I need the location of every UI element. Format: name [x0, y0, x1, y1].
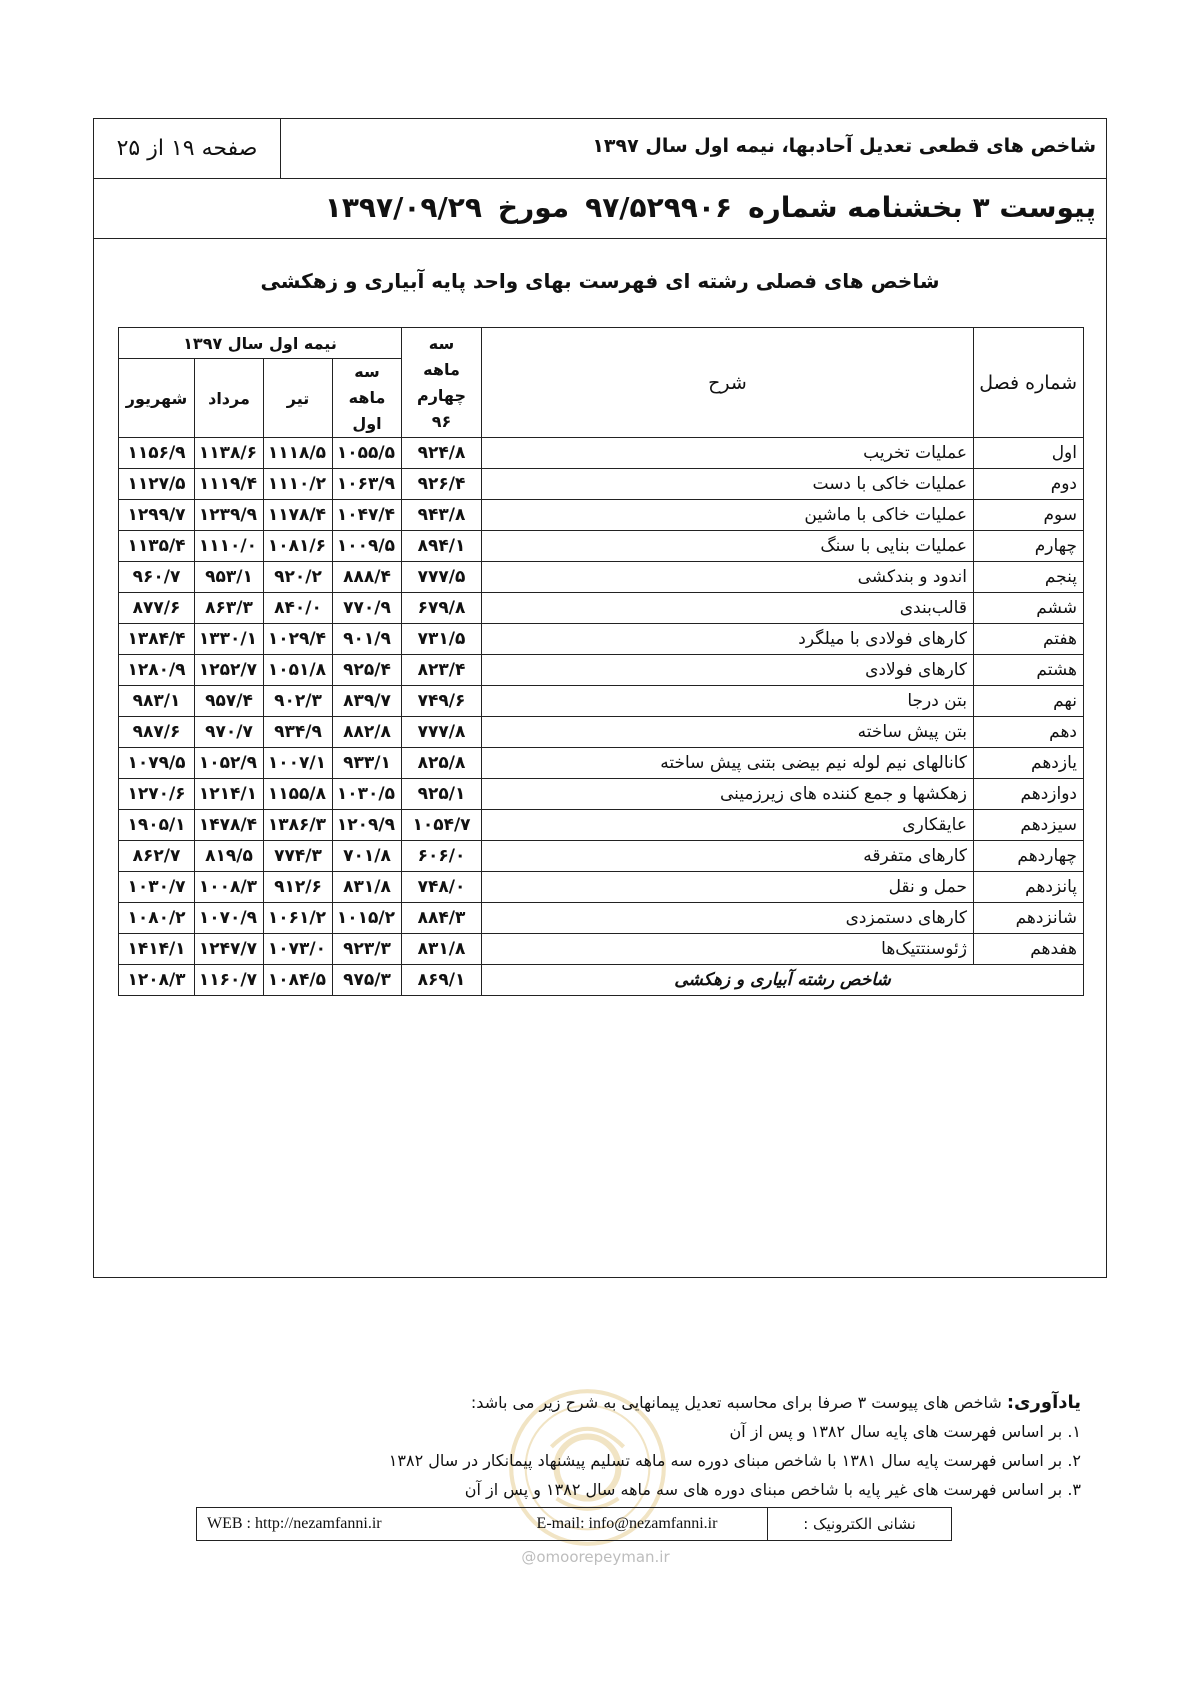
- circular-number: ۹۷/۵۲۹۹۰۶: [585, 191, 733, 224]
- cell-chapter: هفتم: [974, 624, 1084, 655]
- cell-description: عایقکاری: [482, 810, 974, 841]
- cell-base: ۶۷۹/۸: [402, 593, 482, 624]
- cell-chapter: اول: [974, 438, 1084, 469]
- cell-shahrivar: ۱۰۳۰/۷: [119, 872, 195, 903]
- table-row: [119, 903, 1084, 934]
- cell-description: عملیات خاکی با ماشین: [482, 500, 974, 531]
- table-row: [119, 531, 1084, 562]
- header-tir: تیر: [264, 359, 333, 438]
- circular-label: پیوست ۳ بخشنامه شماره: [748, 191, 1096, 224]
- table-row: [119, 717, 1084, 748]
- cell-mordad: ۱۰۰۸/۳: [195, 872, 264, 903]
- cell-description: کارهای دستمزدی: [482, 903, 974, 934]
- header-q1-text: سه ماهه اول: [348, 362, 386, 433]
- notes-lead-text: شاخص های پیوست ۳ صرفا برای محاسبه تعدیل پیمانهایی به شرح زیر می باشد:: [470, 1393, 1007, 1412]
- cell-q1: ۱۰۳۰/۵: [333, 779, 402, 810]
- index-table: [118, 327, 1084, 996]
- cell-q1: ۱۰۶۳/۹: [333, 469, 402, 500]
- cell-tir: ۹۰۲/۳: [264, 686, 333, 717]
- total-q1: ۹۷۵/۳: [333, 965, 402, 996]
- cell-mordad: ۱۲۱۴/۱: [195, 779, 264, 810]
- cell-chapter: چهارم: [974, 531, 1084, 562]
- cell-shahrivar: ۱۰۷۹/۵: [119, 748, 195, 779]
- total-shahrivar: ۱۲۰۸/۳: [119, 965, 195, 996]
- header-mordad: مرداد: [195, 359, 264, 438]
- header-shahrivar: شهریور: [119, 359, 195, 438]
- cell-tir: ۱۱۱۸/۵: [264, 438, 333, 469]
- table-row: [119, 841, 1084, 872]
- cell-base: ۸۹۴/۱: [402, 531, 482, 562]
- cell-mordad: ۱۳۳۰/۱: [195, 624, 264, 655]
- header-chapter: شماره فصل: [974, 328, 1084, 438]
- cell-description: کانالهای نیم لوله نیم بیضی بتنی پیش ساخته: [482, 748, 974, 779]
- cell-chapter: پنجم: [974, 562, 1084, 593]
- cell-description: عملیات خاکی با دست: [482, 469, 974, 500]
- cell-base: ۸۸۴/۳: [402, 903, 482, 934]
- cell-description: کارهای فولادی: [482, 655, 974, 686]
- cell-q1: ۹۲۳/۳: [333, 934, 402, 965]
- cell-mordad: ۱۰۷۰/۹: [195, 903, 264, 934]
- cell-tir: ۱۰۰۷/۱: [264, 748, 333, 779]
- cell-chapter: پانزدهم: [974, 872, 1084, 903]
- total-mordad: ۱۱۶۰/۷: [195, 965, 264, 996]
- cell-shahrivar: ۱۰۸۰/۲: [119, 903, 195, 934]
- notes-lead-bold: یادآوری:: [1006, 1392, 1081, 1413]
- table-row: [119, 438, 1084, 469]
- page-number: صفحه ۱۹ از ۲۵: [94, 119, 281, 178]
- cell-shahrivar: ۱۴۱۴/۱: [119, 934, 195, 965]
- cell-q1: ۸۳۱/۸: [333, 872, 402, 903]
- header-q1: [333, 359, 402, 438]
- cell-shahrivar: ۹۸۳/۱: [119, 686, 195, 717]
- circular-dated-label: مورخ: [497, 191, 570, 224]
- cell-chapter: دوازدهم: [974, 779, 1084, 810]
- cell-chapter: دهم: [974, 717, 1084, 748]
- cell-base: ۷۳۱/۵: [402, 624, 482, 655]
- cell-base: ۹۲۴/۸: [402, 438, 482, 469]
- cell-shahrivar: ۱۳۸۴/۴: [119, 624, 195, 655]
- email-link[interactable]: E-mail: info@nezamfanni.ir: [487, 1508, 768, 1540]
- cell-mordad: ۱۰۵۲/۹: [195, 748, 264, 779]
- cell-base: ۷۷۷/۵: [402, 562, 482, 593]
- cell-mordad: ۱۲۳۹/۹: [195, 500, 264, 531]
- cell-description: عملیات بنایی با سنگ: [482, 531, 974, 562]
- table-row: [119, 872, 1084, 903]
- cell-shahrivar: ۸۷۷/۶: [119, 593, 195, 624]
- table-title: شاخص های فصلی رشته ای فهرست بهای واحد پایه آبیاری و زهکشی: [260, 269, 940, 293]
- cell-shahrivar: ۹۸۷/۶: [119, 717, 195, 748]
- cell-chapter: نهم: [974, 686, 1084, 717]
- cell-mordad: ۸۱۹/۵: [195, 841, 264, 872]
- cell-shahrivar: ۱۱۵۶/۹: [119, 438, 195, 469]
- cell-base: ۸۳۱/۸: [402, 934, 482, 965]
- cell-mordad: ۹۵۳/۱: [195, 562, 264, 593]
- table-row: [119, 469, 1084, 500]
- cell-description: عملیات تخریب: [482, 438, 974, 469]
- table-row: [119, 624, 1084, 655]
- cell-description: بتن پیش ساخته: [482, 717, 974, 748]
- cell-base: ۸۲۵/۸: [402, 748, 482, 779]
- cell-description: کارهای متفرقه: [482, 841, 974, 872]
- cell-tir: ۱۰۷۳/۰: [264, 934, 333, 965]
- cell-mordad: ۱۲۵۲/۷: [195, 655, 264, 686]
- header-row: [94, 119, 1106, 179]
- table-row: [119, 779, 1084, 810]
- cell-description: قالب‌بندی: [482, 593, 974, 624]
- cell-chapter: چهاردهم: [974, 841, 1084, 872]
- note-item-2: ۲. بر اساس فهرست پایه سال ۱۳۸۱ با شاخص مبنای دوره سه ماهه تسلیم پیشنهاد پیمانکار در سال ۱۳۸۲: [388, 1451, 1081, 1470]
- cell-tir: ۱۱۷۸/۴: [264, 500, 333, 531]
- cell-mordad: ۹۷۰/۷: [195, 717, 264, 748]
- table-row: [119, 748, 1084, 779]
- cell-mordad: ۱۲۴۷/۷: [195, 934, 264, 965]
- cell-base: ۷۴۹/۶: [402, 686, 482, 717]
- cell-q1: ۱۰۴۷/۴: [333, 500, 402, 531]
- notes-lead: [389, 1388, 1081, 1417]
- circular-date: ۱۳۹۷/۰۹/۲۹: [324, 191, 482, 224]
- cell-mordad: ۱۴۷۸/۴: [195, 810, 264, 841]
- contact-box: [196, 1507, 952, 1541]
- cell-q1: ۹۳۳/۱: [333, 748, 402, 779]
- cell-chapter: سیزدهم: [974, 810, 1084, 841]
- total-tir: ۱۰۸۴/۵: [264, 965, 333, 996]
- cell-q1: ۹۰۱/۹: [333, 624, 402, 655]
- contact-label: نشانی الکترونیک :: [803, 1515, 916, 1533]
- cell-description: زهکشها و جمع کننده های زیرزمینی: [482, 779, 974, 810]
- header-title: شاخص های قطعی تعدیل آحادبها، نیمه اول سال ۱۳۹۷: [592, 135, 1096, 157]
- table-row: [119, 655, 1084, 686]
- cell-base: ۹۴۳/۸: [402, 500, 482, 531]
- website-link[interactable]: WEB : http://nezamfanni.ir: [207, 1515, 382, 1532]
- circular-row: [94, 179, 1106, 239]
- cell-q1: ۸۳۹/۷: [333, 686, 402, 717]
- cell-shahrivar: ۱۲۸۰/۹: [119, 655, 195, 686]
- cell-q1: ۱۰۱۵/۲: [333, 903, 402, 934]
- cell-chapter: هفدهم: [974, 934, 1084, 965]
- header-base: [402, 328, 482, 438]
- cell-shahrivar: ۱۹۰۵/۱: [119, 810, 195, 841]
- total-row: [119, 965, 1084, 996]
- cell-shahrivar: ۱۱۳۵/۴: [119, 531, 195, 562]
- cell-mordad: ۱۱۳۸/۶: [195, 438, 264, 469]
- cell-tir: ۱۰۶۱/۲: [264, 903, 333, 934]
- cell-base: ۸۲۳/۴: [402, 655, 482, 686]
- cell-q1: ۷۷۰/۹: [333, 593, 402, 624]
- cell-description: بتن درجا: [482, 686, 974, 717]
- cell-mordad: ۸۶۳/۳: [195, 593, 264, 624]
- header-description: شرح: [482, 328, 974, 438]
- cell-tir: ۱۰۲۹/۴: [264, 624, 333, 655]
- cell-tir: ۱۱۱۰/۲: [264, 469, 333, 500]
- cell-base: ۹۲۶/۴: [402, 469, 482, 500]
- table-row: [119, 500, 1084, 531]
- cell-description: حمل و نقل: [482, 872, 974, 903]
- cell-mordad: ۹۵۷/۴: [195, 686, 264, 717]
- total-label: شاخص رشته آبیاری و زهکشی: [482, 965, 1084, 996]
- cell-shahrivar: ۱۱۲۷/۵: [119, 469, 195, 500]
- header-base-text: سه ماهه چهارم ۹۶: [416, 333, 467, 431]
- cell-description: کارهای فولادی با میلگرد: [482, 624, 974, 655]
- cell-q1: ۹۲۵/۴: [333, 655, 402, 686]
- cell-tir: ۱۰۸۱/۶: [264, 531, 333, 562]
- circular-heading: [309, 191, 1096, 224]
- cell-tir: ۷۷۴/۳: [264, 841, 333, 872]
- cell-tir: ۸۴۰/۰: [264, 593, 333, 624]
- cell-tir: ۱۳۸۶/۳: [264, 810, 333, 841]
- cell-q1: ۱۰۵۵/۵: [333, 438, 402, 469]
- cell-tir: ۹۲۰/۲: [264, 562, 333, 593]
- cell-chapter: شانزدهم: [974, 903, 1084, 934]
- cell-q1: ۱۰۰۹/۵: [333, 531, 402, 562]
- cell-description: ژئوسنتتیک‌ها: [482, 934, 974, 965]
- cell-chapter: ششم: [974, 593, 1084, 624]
- notes: [389, 1388, 1081, 1504]
- cell-chapter: یازدهم: [974, 748, 1084, 779]
- cell-chapter: هشتم: [974, 655, 1084, 686]
- cell-base: ۹۲۵/۱: [402, 779, 482, 810]
- header-group: نیمه اول سال ۱۳۹۷: [119, 328, 402, 359]
- table-row: [119, 562, 1084, 593]
- cell-shahrivar: ۹۶۰/۷: [119, 562, 195, 593]
- cell-q1: ۱۲۰۹/۹: [333, 810, 402, 841]
- cell-base: ۶۰۶/۰: [402, 841, 482, 872]
- cell-q1: ۸۸۲/۸: [333, 717, 402, 748]
- note-item-1: ۱. بر اساس فهرست های پایه سال ۱۳۸۲ و پس از آن: [729, 1422, 1081, 1441]
- cell-base: ۷۴۸/۰: [402, 872, 482, 903]
- cell-tir: ۹۳۴/۹: [264, 717, 333, 748]
- cell-tir: ۱۰۵۱/۸: [264, 655, 333, 686]
- table-row: [119, 934, 1084, 965]
- cell-q1: ۷۰۱/۸: [333, 841, 402, 872]
- cell-chapter: دوم: [974, 469, 1084, 500]
- cell-mordad: ۱۱۱۰/۰: [195, 531, 264, 562]
- cell-shahrivar: ۱۲۹۹/۷: [119, 500, 195, 531]
- cell-description: اندود و بندکشی: [482, 562, 974, 593]
- cell-mordad: ۱۱۱۹/۴: [195, 469, 264, 500]
- cell-shahrivar: ۸۶۲/۷: [119, 841, 195, 872]
- cell-tir: ۱۱۵۵/۸: [264, 779, 333, 810]
- cell-shahrivar: ۱۲۷۰/۶: [119, 779, 195, 810]
- cell-q1: ۸۸۸/۴: [333, 562, 402, 593]
- total-base: ۸۶۹/۱: [402, 965, 482, 996]
- table-row: [119, 810, 1084, 841]
- cell-tir: ۹۱۲/۶: [264, 872, 333, 903]
- table-row: [119, 686, 1084, 717]
- note-item-3: ۳. بر اساس فهرست های غیر پایه با شاخص مبنای دوره های سه ماهه سال ۱۳۸۲ و پس از آن: [464, 1480, 1081, 1499]
- table-row: [119, 593, 1084, 624]
- cell-base: ۷۷۷/۸: [402, 717, 482, 748]
- watermark-site: @omoorepeyman.ir: [521, 1548, 670, 1566]
- cell-chapter: سوم: [974, 500, 1084, 531]
- cell-base: ۱۰۵۴/۷: [402, 810, 482, 841]
